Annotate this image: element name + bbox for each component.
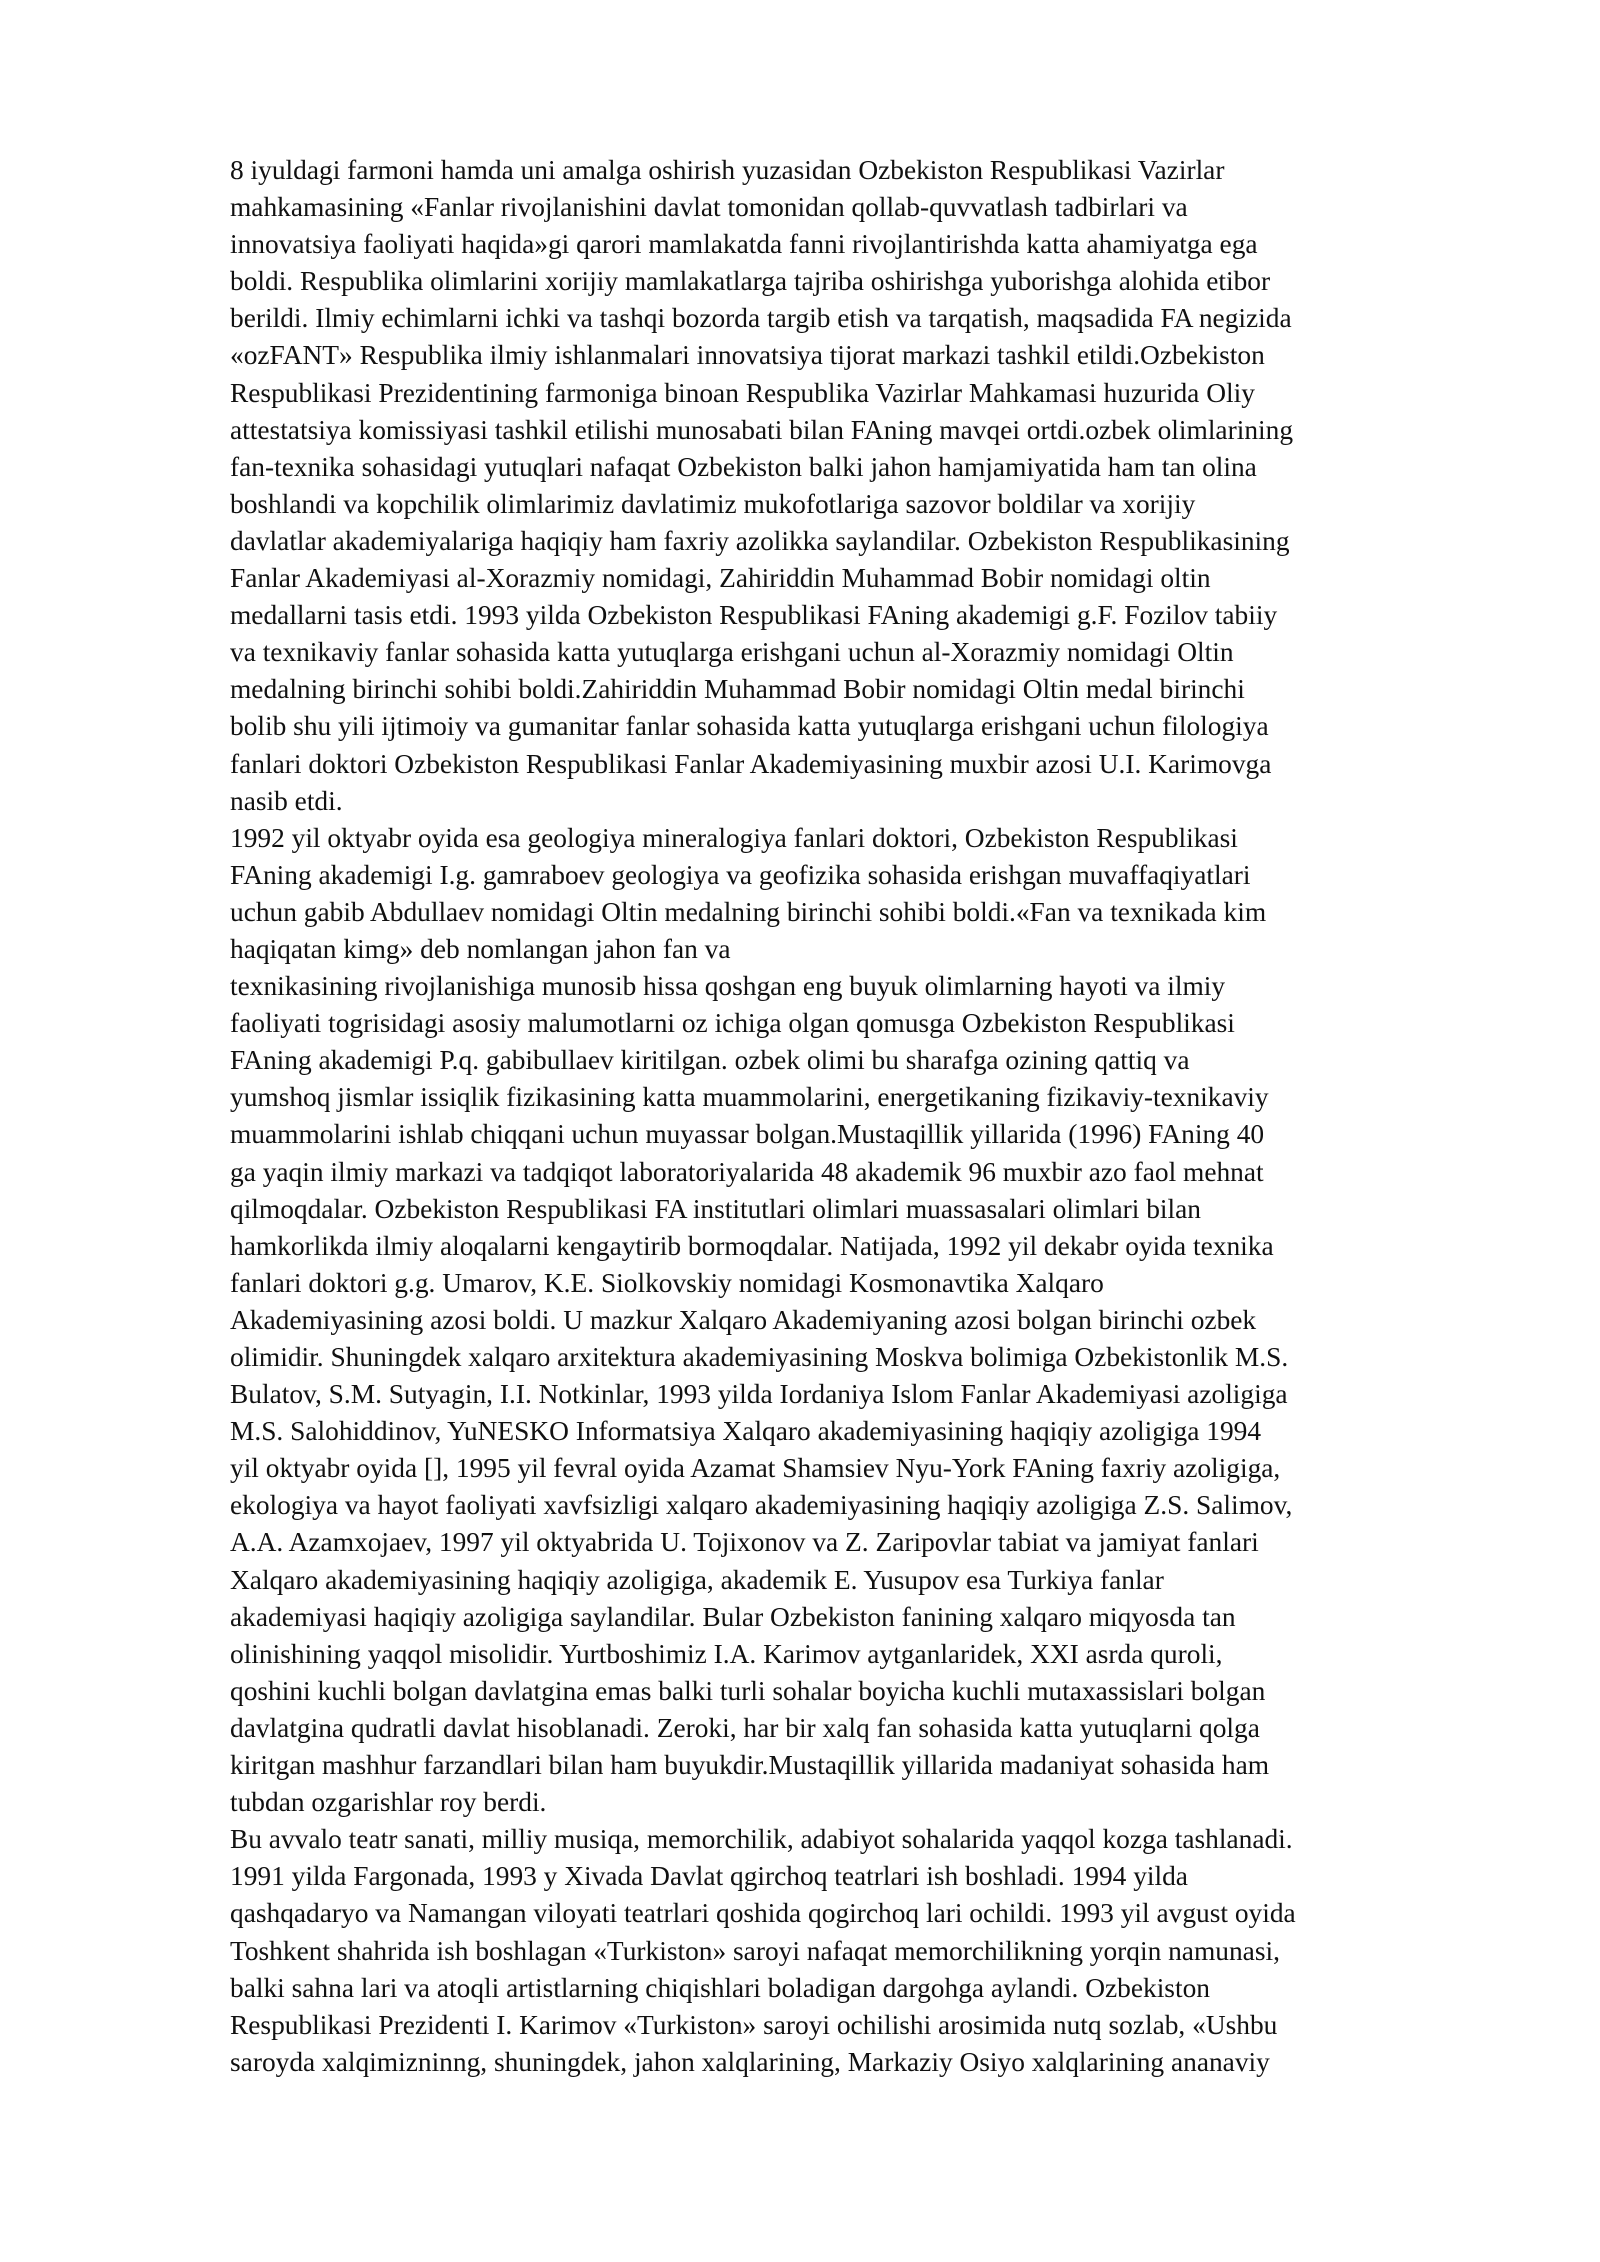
text-line: 1992 yil oktyabr oyida esa geologiya mineralogiya fanlari doktori, Ozbekiston Respublikasi [230,822,1238,853]
text-line: Xalqaro akademiyasining haqiqiy azoligiga, akademik E. Yusupov esa Turkiya fanlar [230,1564,1164,1595]
text-line: balki sahna lari va atoqli artistlarning chiqishlari boladigan dargohga aylandi. Ozbekiston [230,1972,1210,2003]
text-line: olimidir. Shuningdek xalqaro arxitektura akademiyasining Moskva bolimiga Ozbekistonlik M.S. [230,1342,1289,1372]
text-line: Respublikasi Prezidentining farmoniga binoan Respublika Vazirlar Mahkamasi huzurida Oliy [230,377,1255,408]
text-line: mahkamasining «Fanlar rivojlanishini davlat tomonidan qollab-quvvatlash tadbirlari va [230,192,1188,223]
text-line: medallarni tasis etdi. 1993 yilda Ozbekiston Respublikasi FAning akademigi g.F. Fozilov tabiiy [230,600,1278,631]
text-line: qoshini kuchli bolgan davlatgina emas balki turli sohalar boyicha kuchli mutaxassislari bolgan [230,1675,1266,1706]
text-line: bolib shu yili ijtimoiy va gumanitar fanlar sohasida katta yutuqlarga erishgani uchun filologiya [230,711,1269,742]
text-line: 1991 yilda Fargonada, 1993 y Xivada Davlat qgirchoq teatrlari ish boshladi. 1994 yilda [230,1861,1188,1892]
text-line: Toshkent shahrida ish boshlagan «Turkiston» saroyi nafaqat memorchilikning yorqin namunasi, [230,1935,1280,1966]
text-line: A.A. Azamxojaev, 1997 yil oktyabrida U. Tojixonov va Z. Zaripovlar tabiat va jamiyat fanlari [230,1527,1259,1558]
text-line: Fanlar Akademiyasi al-Xorazmiy nomidagi, Zahiriddin Muhammad Bobir nomidagi oltin [230,563,1211,594]
text-line: fanlari doktori Ozbekiston Respublikasi Fanlar Akademiyasining muxbir azosi U.I. Karimovga [230,748,1272,779]
text-line: va texnikaviy fanlar sohasida katta yutuqlarga erishgani uchun al-Xorazmiy nomidagi Oltin [230,637,1234,668]
text-line: akademiyasi haqiqiy azoligiga saylandilar. Bular Ozbekiston fanining xalqaro miqyosda tan [230,1601,1236,1632]
text-line: boldi. Respublika olimlarini xorijiy mamlakatlarga tajriba oshirishga yuborishga alohida etibor [230,266,1271,297]
text-line: berildi. Ilmiy echimlarni ichki va tashqi bozorda targib etish va tarqatish, maqsadida FA negizida [230,303,1292,334]
text-line: davlatlar akademiyalariga haqiqiy ham faxriy azolikka saylandilar. Ozbekiston Respublikasining [230,525,1290,556]
text-line: boshlandi va kopchilik olimlarimiz davlatimiz mukofotlariga sazovor boldilar va xorijiy [230,488,1196,519]
text-line: fanlari doktori g.g. Umarov, K.E. Siolkovskiy nomidagi Kosmonavtika Xalqaro [230,1267,1104,1298]
text-line: davlatgina qudratli davlat hisoblanadi. Zeroki, har bir xalq fan sohasida katta yutuqlarni qolga [230,1712,1260,1743]
text-line: yumshoq jismlar issiqlik fizikasining katta muammolarini, energetikaning fizikaviy-texnikaviy [230,1082,1269,1113]
text-line: 8 iyuldagi farmoni hamda uni amalga oshirish yuzasidan Ozbekiston Respublikasi Vazirlar [230,155,1225,185]
text-line: M.S. Salohiddinov, YuNESKO Informatsiya Xalqaro akademiyasining haqiqiy azoligiga 1994 [230,1416,1262,1447]
text-line: innovatsiya faoliyati haqida»gi qarori mamlakatda fanni rivojlantirishda katta ahamiyatga ega [230,229,1258,260]
text-line: Respublikasi Prezidenti I. Karimov «Turkiston» saroyi ochilishi arosimida nutq sozlab, «Ushbu [230,2009,1278,2040]
text-line: hamkorlikda ilmiy aloqalarni kengaytirib bormoqdalar. Natijada, 1992 yil dekabr oyida texnika [230,1230,1274,1261]
text-line: haqiqatan kimg» deb nomlangan jahon fan va [230,933,731,964]
text-line: Akademiyasining azosi boldi. U mazkur Xalqaro Akademiyaning azosi bolgan birinchi ozbek [230,1304,1257,1335]
text-line: ga yaqin ilmiy markazi va tadqiqot laboratoriyalarida 48 akademik 96 muxbir azo faol mehnat [230,1156,1264,1187]
text-line: ekologiya va hayot faoliyati xavfsizligi xalqaro akademiyasining haqiqiy azoligiga Z.S. Salimov, [230,1490,1293,1521]
text-line: uchun gabib Abdullaev nomidagi Oltin medalning birinchi sohibi boldi.«Fan va texnikada kim [230,896,1267,927]
text-line: muammolarini ishlab chiqqani uchun muyassar bolgan.Mustaqillik yillarida (1996) FAning 40 [230,1119,1265,1150]
text-line: olinishining yaqqol misolidir. Yurtboshimiz I.A. Karimov aytganlaridek, XXI asrda quroli, [230,1638,1223,1669]
text-line: qashqadaryo va Namangan viloyati teatrlari qoshida qogirchoq lari ochildi. 1993 yil avgust oyida [230,1898,1296,1929]
text-line: fan-texnika sohasidagi yutuqlari nafaqat Ozbekiston balki jahon hamjamiyatida ham tan olina [230,451,1257,482]
text-line: saroyda xalqimizninng, shuningdek, jahon xalqlarining, Markaziy Osiyo xalqlarining ananaviy [230,2046,1270,2077]
text-line: faoliyati togrisidagi asosiy malumotlarni oz ichiga olgan qomusga Ozbekiston Respublikasi [230,1008,1235,1039]
text-line: qilmoqdalar. Ozbekiston Respublikasi FA institutlari olimlari muassasalari olimlari bilan [230,1193,1201,1224]
text-line: attestatsiya komissiyasi tashkil etilishi munosabati bilan FAning mavqei ortdi.ozbek olimlarining [230,414,1294,445]
text-line: tubdan ozgarishlar roy berdi. [230,1787,547,1818]
text-line: texnikasining rivojlanishiga munosib hissa qoshgan eng buyuk olimlarning hayoti va ilmiy [230,971,1226,1002]
text-line: Bu avvalo teatr sanati, milliy musiqa, memorchilik, adabiyot sohalarida yaqqol kozga tashlanadi. [230,1824,1293,1855]
text-line: «ozFANT» Respublika ilmiy ishlanmalari innovatsiya tijorat markazi tashkil etildi.Ozbekiston [230,340,1265,371]
text-line: yil oktyabr oyida [], 1995 yil fevral oyida Azamat Shamsiev Nyu-York FAning faxriy azoligiga, [230,1453,1281,1484]
text-line: FAning akademigi I.g. gamraboev geologiya va geofizika sohasida erishgan muvaffaqiyatlari [230,859,1251,890]
text-line: medalning birinchi sohibi boldi.Zahiriddin Muhammad Bobir nomidagi Oltin medal birinchi [230,674,1245,705]
text-line: nasib etdi. [230,785,343,816]
text-line: kiritgan mashhur farzandlari bilan ham buyukdir.Mustaqillik yillarida madaniyat sohasida ham [230,1750,1270,1781]
text-line: FAning akademigi P.q. gabibullaev kiritilgan. ozbek olimi bu sharafga ozining qattiq va [230,1045,1190,1076]
document-body-text [230,152,1490,2081]
text-line: Bulatov, S.M. Sutyagin, I.I. Notkinlar, 1993 yilda Iordaniya Islom Fanlar Akademiyasi azoligiga [230,1379,1288,1410]
